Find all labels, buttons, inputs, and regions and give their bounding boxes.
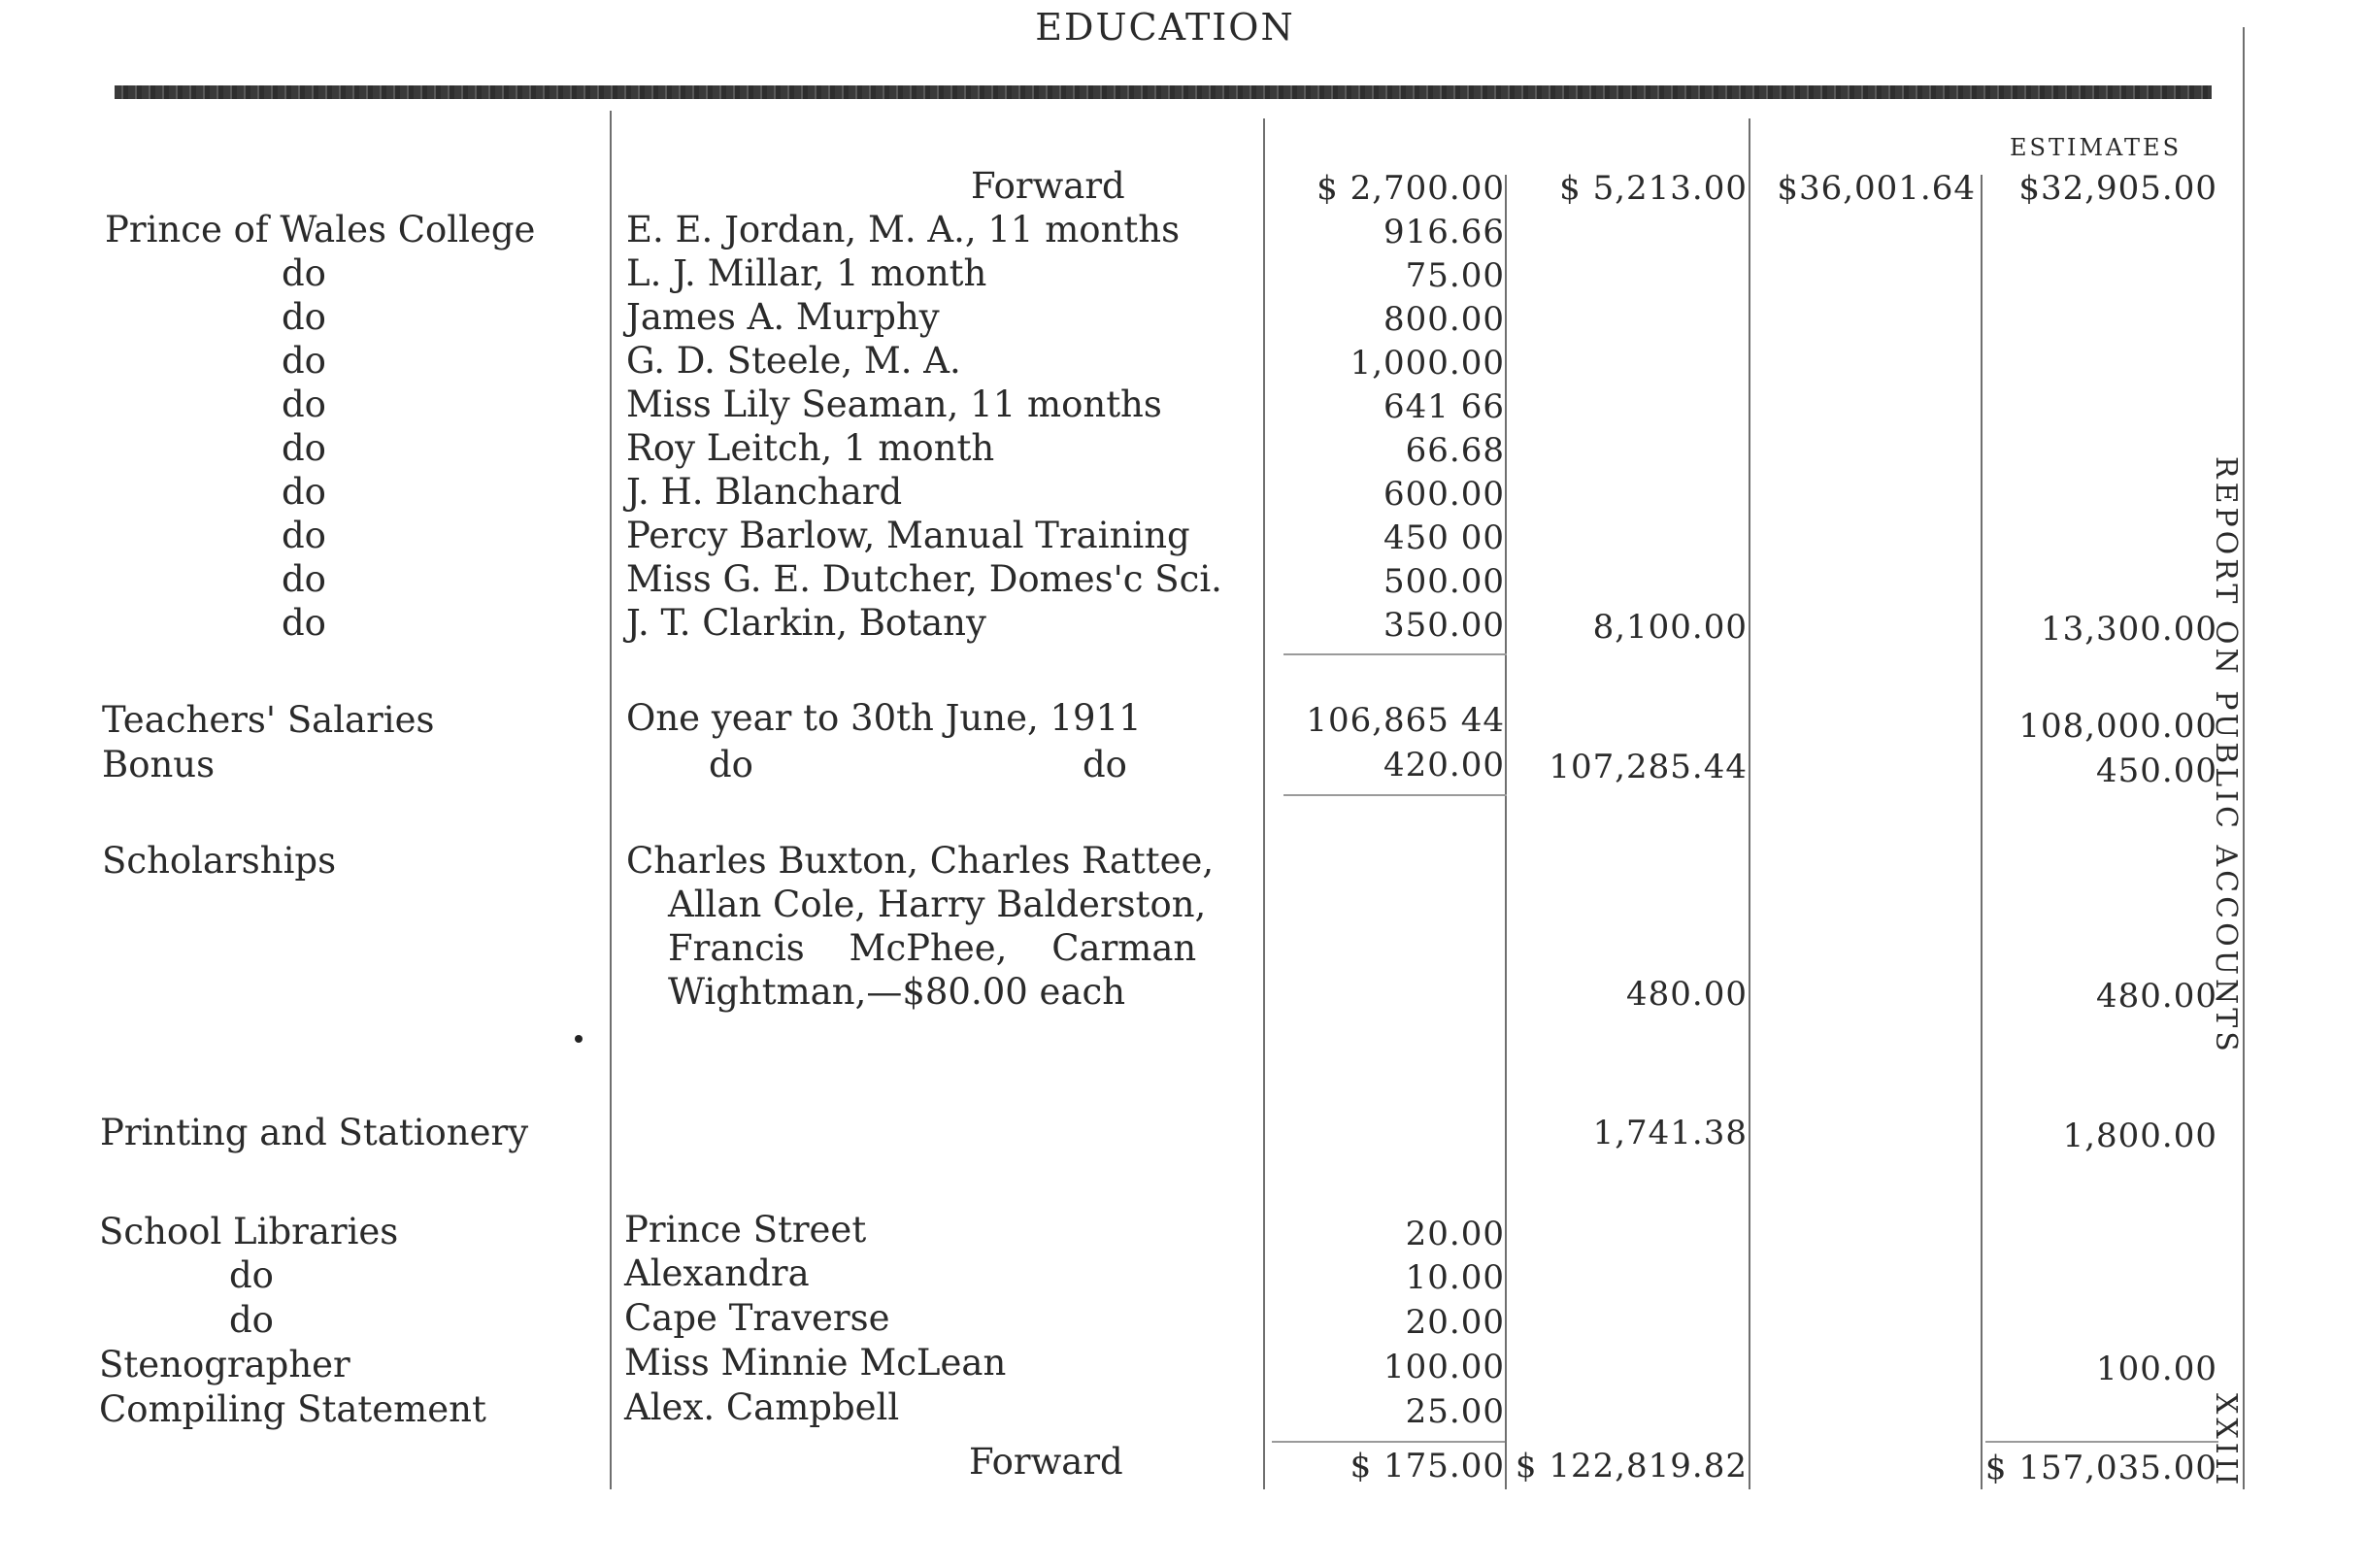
amount-value: 25.00 — [1405, 1392, 1505, 1431]
detail-text: Miss Lily Seaman, 11 months — [626, 384, 1162, 425]
category-label: Printing and Stationery — [100, 1112, 529, 1153]
forward-col2: $ 5,213.00 — [1559, 169, 1748, 208]
footer-forward-label: Forward — [969, 1441, 1123, 1483]
detail-line: Charles Buxton, Charles Rattee, — [626, 840, 1215, 882]
category-ditto: do — [229, 1299, 274, 1341]
detail-text: One year to 30th June, 1911 — [626, 697, 1142, 739]
subtotal-value: 480.00 — [1626, 975, 1748, 1014]
footer-forward-col1: $ 175.00 — [1350, 1447, 1505, 1485]
footer-forward-col2: $ 122,819.82 — [1515, 1447, 1748, 1485]
column-divider — [1749, 118, 1750, 1489]
subtotal-value: 8,100.00 — [1592, 608, 1748, 647]
page-title: EDUCATION — [1035, 6, 1295, 49]
detail-text: Cape Traverse — [624, 1297, 890, 1339]
detail-line: Francis McPhee, Carman — [668, 927, 1197, 969]
ink-dot — [575, 1035, 583, 1043]
subtotal-rule — [1272, 1441, 1505, 1443]
detail-ditto: do — [709, 744, 753, 785]
detail-text: Miss Minnie McLean — [624, 1342, 1007, 1384]
estimate-value: 1,800.00 — [2062, 1117, 2217, 1155]
category-ditto: do — [229, 1254, 274, 1296]
subtotal-rule — [1283, 653, 1507, 655]
column-divider — [1505, 175, 1507, 1489]
detail-text: Miss G. E. Dutcher, Domes'c Sci. — [626, 558, 1222, 600]
footer-forward-estimates: $ 157,035.00 — [1984, 1449, 2217, 1487]
amount-value: 350.00 — [1383, 606, 1505, 645]
column-divider — [1981, 175, 1983, 1489]
amount-value: 420.00 — [1383, 746, 1505, 784]
header-rule — [115, 85, 2212, 99]
detail-text: E. E. Jordan, M. A., 11 months — [626, 209, 1181, 250]
category-ditto: do — [282, 340, 326, 382]
forward-estimates: $32,905.00 — [2018, 169, 2217, 208]
report-side-title: REPORT ON PUBLIC ACCOUNTS — [2209, 456, 2243, 1055]
category-label: Bonus — [102, 744, 216, 785]
forward-col1: $ 2,700.00 — [1316, 169, 1505, 208]
category-ditto: do — [282, 471, 326, 513]
amount-value: 641 66 — [1383, 387, 1505, 426]
amount-value: 66.68 — [1405, 431, 1505, 470]
amount-value: 600.00 — [1383, 475, 1505, 514]
amount-value: 500.00 — [1383, 562, 1505, 601]
subtotal-rule — [1985, 1441, 2218, 1443]
category-label: Teachers' Salaries — [102, 699, 435, 741]
detail-text: Alex. Campbell — [624, 1386, 900, 1428]
detail-line: Wightman,—$80.00 each — [668, 971, 1126, 1013]
forward-col3: $36,001.64 — [1777, 169, 1976, 208]
detail-text: James A. Murphy — [626, 296, 940, 338]
detail-text: J. H. Blanchard — [626, 471, 903, 513]
category-label: Prince of Wales College — [105, 209, 536, 250]
detail-text: Roy Leitch, 1 month — [626, 427, 995, 469]
detail-text: L. J. Millar, 1 month — [626, 252, 987, 294]
category-ditto: do — [282, 558, 326, 600]
detail-line: Allan Cole, Harry Balderston, — [668, 884, 1207, 925]
category-label: Scholarships — [102, 840, 337, 882]
category-ditto: do — [282, 296, 326, 338]
amount-value: 1,000.00 — [1350, 344, 1505, 383]
category-label: Compiling Statement — [99, 1388, 486, 1430]
detail-text: G. D. Steele, M. A. — [626, 340, 961, 382]
estimates-header: ESTIMATES — [2010, 134, 2183, 161]
category-ditto: do — [282, 427, 326, 469]
category-label: Stenographer — [99, 1344, 350, 1385]
amount-value: 916.66 — [1383, 213, 1505, 251]
category-ditto: do — [282, 252, 326, 294]
estimate-value: 100.00 — [2096, 1350, 2217, 1388]
estimate-value: 450.00 — [2096, 751, 2217, 790]
estimate-value: 13,300.00 — [2040, 610, 2217, 649]
column-divider — [610, 111, 612, 1489]
detail-text: Percy Barlow, Manual Training — [626, 515, 1190, 556]
page-number: XXIII — [2209, 1393, 2243, 1489]
category-ditto: do — [282, 515, 326, 556]
amount-value: 75.00 — [1405, 256, 1505, 295]
subtotal-value: 107,285.44 — [1549, 748, 1748, 786]
subtotal-value: 1,741.38 — [1592, 1114, 1748, 1152]
amount-value: 10.00 — [1405, 1258, 1505, 1297]
amount-value: 106,865 44 — [1306, 701, 1505, 740]
forward-label: Forward — [971, 165, 1125, 207]
category-ditto: do — [282, 384, 326, 425]
page-edge-line — [2243, 27, 2245, 1489]
subtotal-rule — [1283, 794, 1507, 796]
category-ditto: do — [282, 602, 326, 644]
estimate-value: 480.00 — [2096, 977, 2217, 1016]
estimate-value: 108,000.00 — [2018, 707, 2217, 746]
amount-value: 20.00 — [1405, 1215, 1505, 1253]
amount-value: 20.00 — [1405, 1303, 1505, 1342]
amount-value: 800.00 — [1383, 300, 1505, 339]
detail-text: J. T. Clarkin, Botany — [626, 602, 986, 644]
detail-text: Alexandra — [624, 1252, 810, 1294]
detail-ditto: do — [1083, 744, 1127, 785]
amount-value: 450 00 — [1383, 518, 1505, 557]
amount-value: 100.00 — [1383, 1348, 1505, 1386]
category-label: School Libraries — [99, 1211, 399, 1252]
detail-text: Prince Street — [624, 1209, 867, 1251]
